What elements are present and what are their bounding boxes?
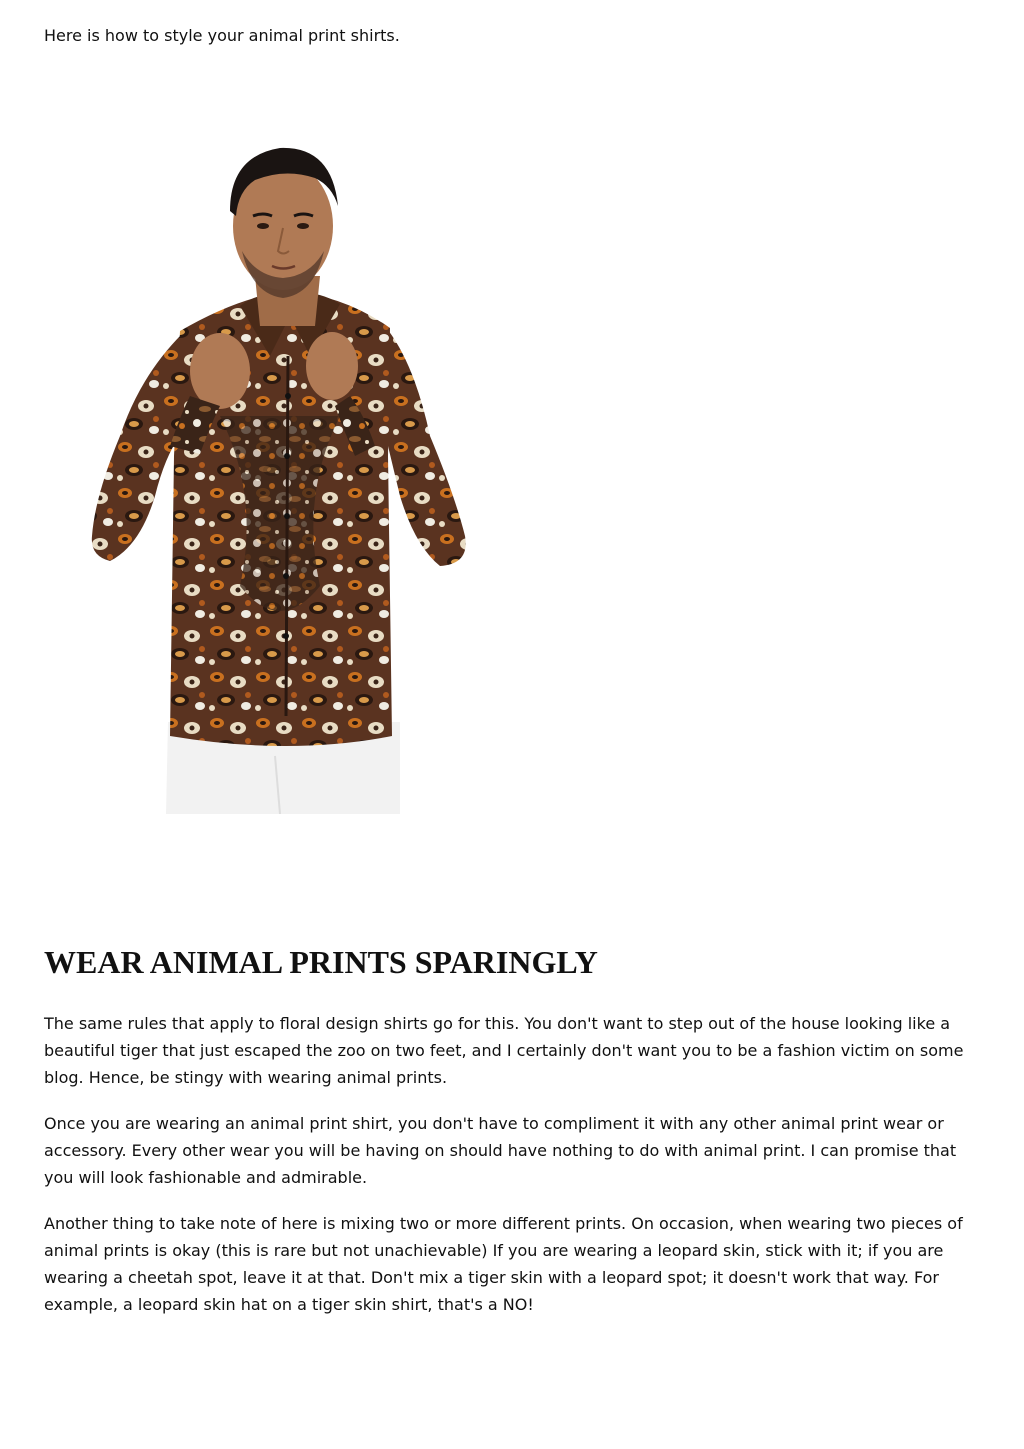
shirt-right-sleeve <box>388 330 466 566</box>
section-body <box>44 1010 980 1337</box>
product-photo <box>70 116 510 814</box>
paragraph: The same rules that apply to floral design shirts go for this. You don't want to step out of the house looking like a beautiful tiger that just escaped the zoo on two feet, and I certainly don't want you to be a fashion victim on some blog. Hence, be stingy with wearing animal prints. <box>44 1014 964 1087</box>
model-right-hand <box>306 332 358 400</box>
paragraph: Another thing to take note of here is mixing two or more different prints. On occasion, when wearing two pieces of animal prints is okay (this is rare but not unachievable) If you are wearing a leopard skin, stick with it; if you are wearing a cheetah spot, leave it at that. Don't mix a tiger skin with a leopard spot; it doesn't work that way. For example, a leopard skin hat on a tiger skin shirt, that's a NO! <box>44 1214 963 1314</box>
model-left-hand <box>190 333 250 409</box>
intro-text: Here is how to style your animal print shirts. <box>44 26 400 45</box>
section-heading: WEAR ANIMAL PRINTS SPARINGLY <box>44 944 598 980</box>
shirt-left-sleeve <box>92 334 182 561</box>
model-illustration <box>70 116 510 814</box>
paragraph: Once you are wearing an animal print shirt, you don't have to compliment it with any other animal print wear or accessory. Every other wear you will be having on should have nothing to do with animal print. I can promise that you will look fashionable and admirable. <box>44 1114 957 1187</box>
